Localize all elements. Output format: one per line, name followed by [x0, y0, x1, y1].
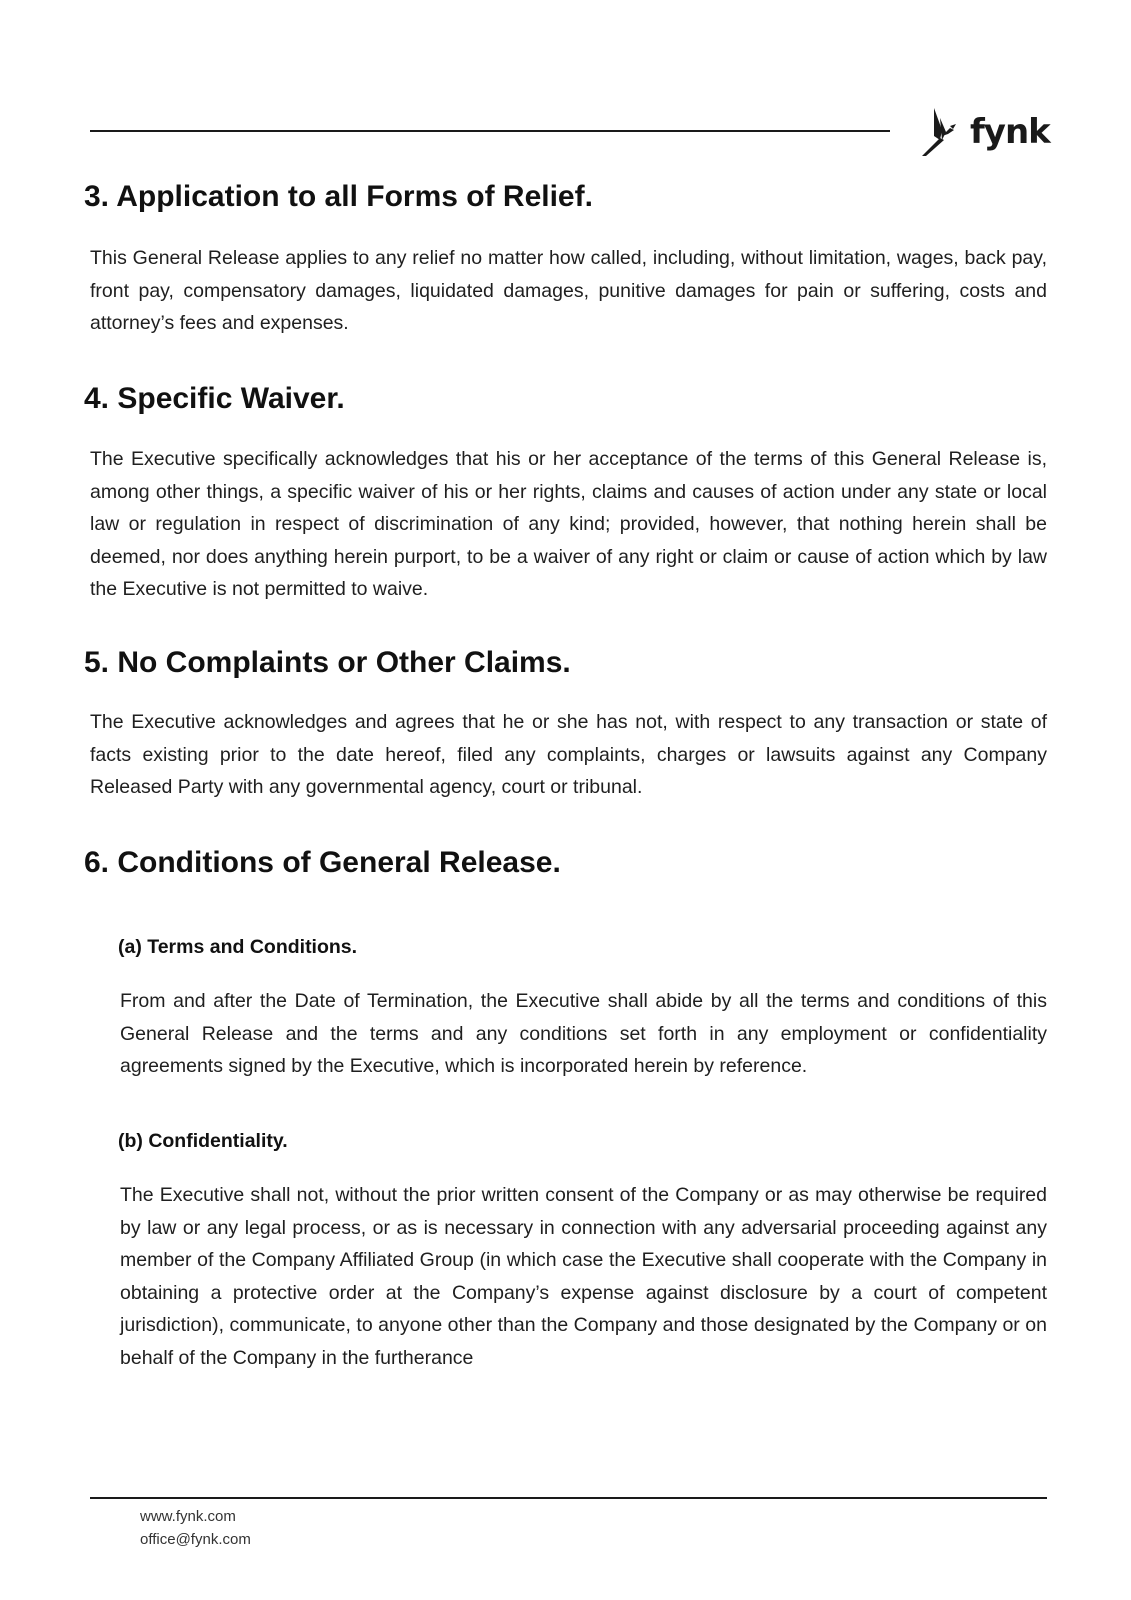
section-4-body: The Executive specifically acknowledges that his or her acceptance of the terms of this General Release is, among other things, a specific waiver of his or her rights, claims and causes of action under any state or local law or regulation in respect of discrimination of any kind; provided, however, that nothing herein shall be deemed, nor does anything herein purport, to be a waiver of any right or claim or cause of action which by law the Executive is not permitted to waive.: [90, 448, 1047, 600]
section-3-title: 3. Application to all Forms of Relief.: [84, 180, 593, 213]
section-5-body: The Executive acknowledges and agrees that he or she has not, with respect to any transaction or state of facts existing prior to the date hereof, filed any complaints, charges or lawsuits against any Company Released Party with any governmental agency, court or tribunal.: [90, 711, 1047, 798]
section-5-title: 5. No Complaints or Other Claims.: [84, 646, 571, 679]
subsection-a-body: From and after the Date of Termination, the Executive shall abide by all the terms and conditions of this General Release and the terms and any conditions set forth in any employment or confidentiality agreements signed by the Executive, which is incorporated herein by reference.: [120, 990, 1047, 1077]
bird-logo-icon: [920, 106, 962, 158]
fynk-logo: [920, 104, 1050, 160]
footer-website: www.fynk.com: [140, 1508, 236, 1525]
footer-divider: [90, 1497, 1047, 1499]
header-divider: [90, 130, 890, 132]
subsection-b-title: (b) Confidentiality.: [118, 1130, 288, 1152]
section-3-body: This General Release applies to any relief no matter how called, including, without limitation, wages, back pay, front pay, compensatory damages, liquidated damages, punitive damages for pain or suffering, costs and attorney’s fees and expenses.: [90, 247, 1047, 334]
footer-email: office@fynk.com: [140, 1531, 251, 1548]
subsection-a-title: (a) Terms and Conditions.: [118, 936, 358, 958]
section-6-title: 6. Conditions of General Release.: [84, 846, 561, 879]
subsection-b-body: The Executive shall not, without the prior written consent of the Company or as may otherwise be required by law or any legal process, or as is necessary in connection with any adversarial proceeding against any member of the Company Affiliated Group (in which case the Executive shall cooperate with the Company in obtaining a protective order at the Company’s expense against disclosure by a court of competent jurisdiction), communicate, to anyone other than the Company and those designated by the Company or on behalf of the Company in the furtherance: [120, 1184, 1047, 1369]
section-4-title: 4. Specific Waiver.: [84, 382, 345, 415]
logo-text: fynk: [970, 112, 1050, 152]
